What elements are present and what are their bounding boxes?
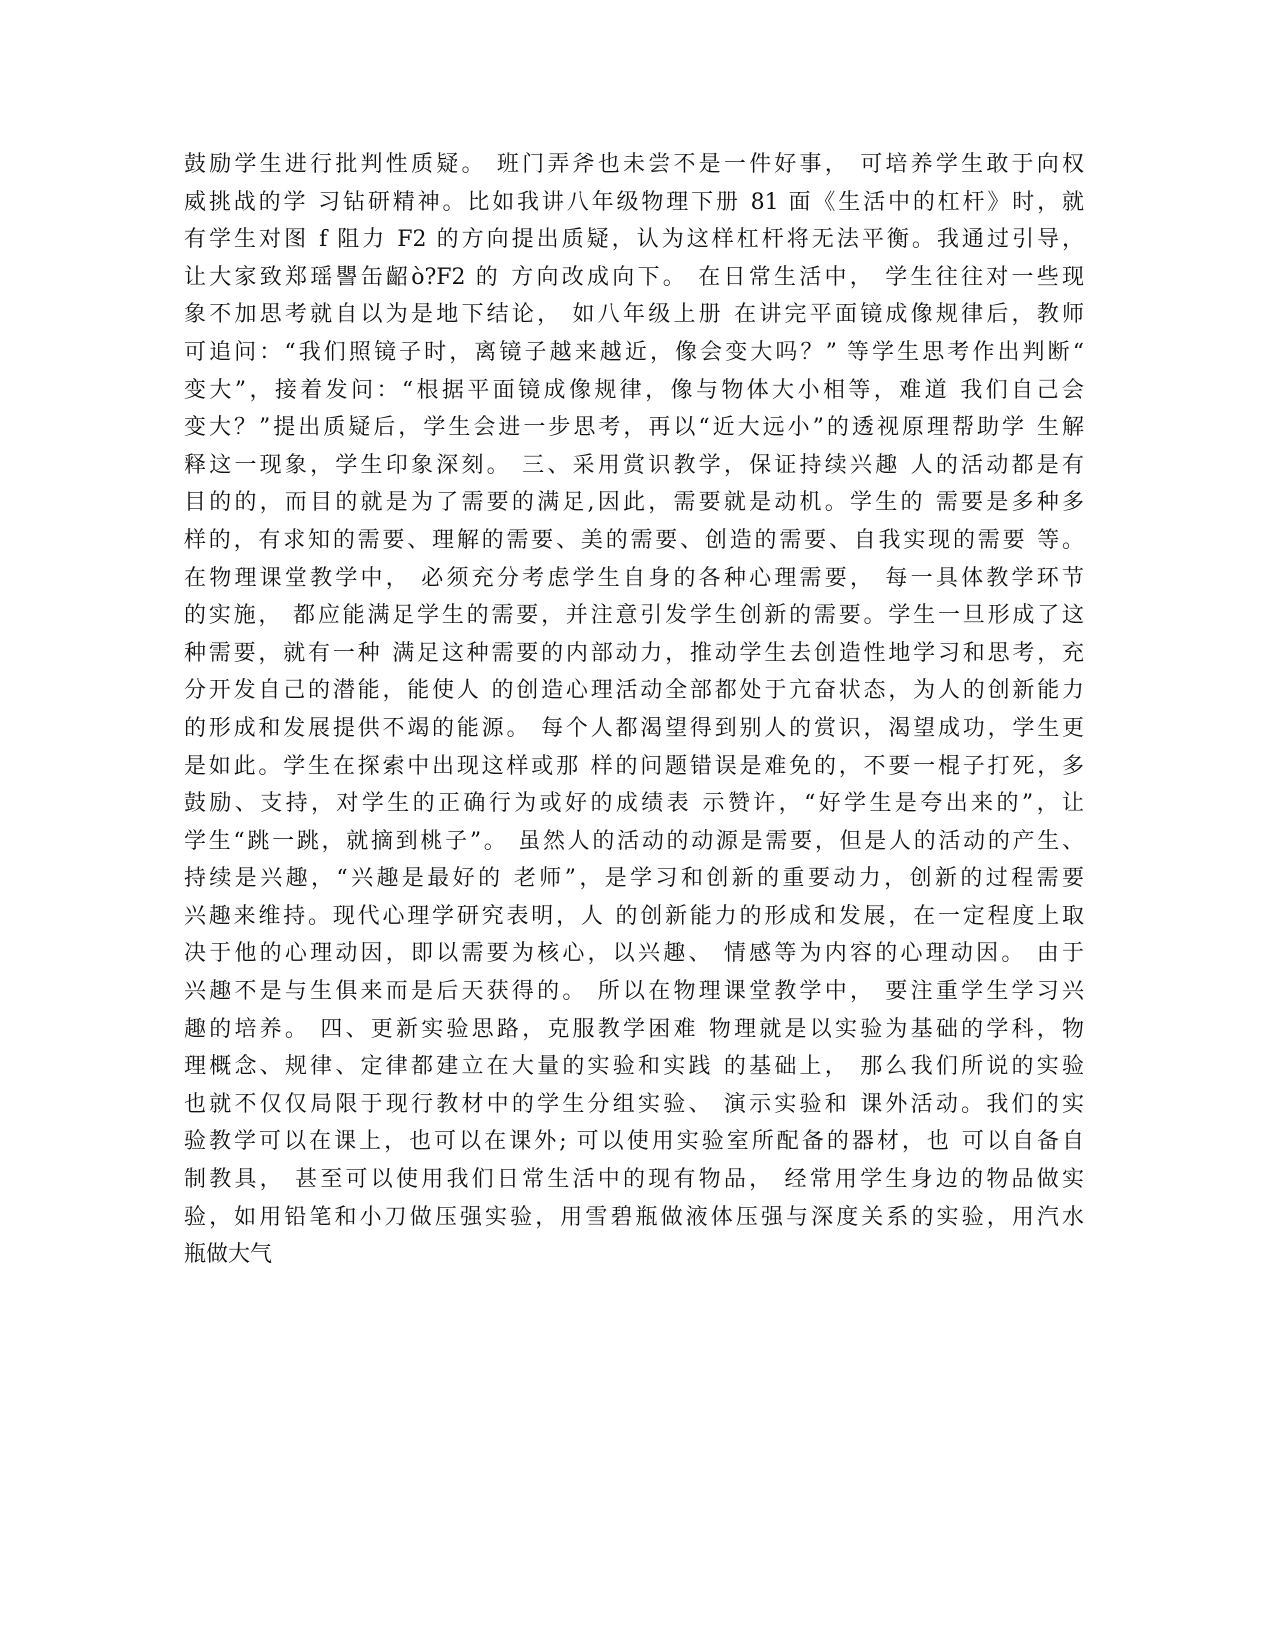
text-line: 兴趣来维持。现代心理学研究表明，人 的创新能力的形成和发展，在一定程度上取	[184, 903, 1084, 929]
text-line: 是如此。学生在探索中出现这样或那 样的问题错误是难免的，不要一棍子打死，多	[184, 753, 1084, 779]
text-line: 有学生对图 f 阻力 F2 的方向提出质疑，认为这样杠杆将无法平衡。我通过引导，	[184, 227, 1084, 253]
text-line: 威挑战的学 习钻研精神。比如我讲八年级物理下册 81 面《生活中的杠杆》时，就	[184, 189, 1084, 215]
body-text	[184, 146, 1084, 1274]
text-line: 趣的培养。 四、更新实验思路，克服教学困难 物理就是以实验为基础的学科，物	[184, 1016, 1084, 1042]
text-line: 持续是兴趣，“兴趣是最好的 老师”，是学习和创新的重要动力，创新的过程需要	[184, 866, 1084, 892]
text-line: 让大家致郑瑶譻缶齠ò?F2 的 方向改成向下。 在日常生活中， 学生往往对一些现	[184, 264, 1084, 290]
text-line: 的实施， 都应能满足学生的需要，并注意引发学生创新的需要。学生一旦形成了这	[184, 603, 1084, 629]
text-line: 瓶做大气	[184, 1242, 273, 1268]
text-line: 变大”，接着发问：“根据平面镜成像规律，像与物体大小相等，难道 我们自己会	[184, 377, 1084, 403]
text-line: 释这一现象，学生印象深刻。 三、采用赏识教学，保证持续兴趣 人的活动都是有	[184, 452, 1084, 478]
text-line: 的形成和发展提供不竭的能源。 每个人都渴望得到别人的赏识，渴望成功，学生更	[184, 715, 1084, 741]
text-line: 理概念、规律、定律都建立在大量的实验和实践 的基础上， 那么我们所说的实验	[184, 1054, 1084, 1080]
text-line: 决于他的心理动因，即以需要为核心，以兴趣、 情感等为内容的心理动因。 由于	[184, 941, 1084, 967]
text-line: 可追问：“我们照镜子时，离镜子越来越近，像会变大吗？” 等学生思考作出判断“	[184, 339, 1084, 365]
text-line: 种需要，就有一种 满足这种需要的内部动力，推动学生去创造性地学习和思考，充	[184, 640, 1084, 666]
text-line: 鼓励学生进行批判性质疑。 班门弄斧也未尝不是一件好事， 可培养学生敢于向权	[184, 152, 1084, 177]
text-line: 分开发自己的潜能，能使人 的创造心理活动全部都处于亢奋状态，为人的创新能力	[184, 678, 1084, 704]
text-line: 验，如用铅笔和小刀做压强实验，用雪碧瓶做液体压强与深度关系的实验，用汽水	[184, 1204, 1084, 1230]
text-line: 学生“跳一跳，就摘到桃子”。 虽然人的活动的动源是需要，但是人的活动的产生、	[184, 828, 1084, 854]
text-line: 变大？”提出质疑后，学生会进一步思考，再以“近大远小”的透视原理帮助学 生解	[184, 415, 1084, 441]
text-line: 也就不仅仅局限于现行教材中的学生分组实验、 演示实验和 课外活动。我们的实	[184, 1091, 1084, 1117]
text-line: 鼓励、支持，对学生的正确行为或好的成绩表 示赞许，“好学生是夸出来的”，让	[184, 791, 1084, 817]
text-line: 在物理课堂教学中， 必须充分考虑学生自身的各种心理需要， 每一具体教学环节	[184, 565, 1084, 591]
text-line: 象不加思考就自以为是地下结论， 如八年级上册 在讲完平面镜成像规律后，教师	[184, 302, 1084, 328]
text-line: 制教具， 甚至可以使用我们日常生活中的现有物品， 经常用学生身边的物品做实	[184, 1167, 1084, 1193]
text-line: 验教学可以在课上，也可以在课外; 可以使用实验室所配备的器材，也 可以自备自	[184, 1129, 1084, 1155]
text-line: 目的的，而目的就是为了需要的满足,因此，需要就是动机。学生的 需要是多种多	[184, 490, 1084, 516]
text-line: 兴趣不是与生俱来而是后天获得的。 所以在物理课堂教学中， 要注重学生学习兴	[184, 979, 1084, 1005]
text-line: 样的，有求知的需要、理解的需要、美的需要、创造的需要、自我实现的需要 等。	[184, 527, 1084, 553]
